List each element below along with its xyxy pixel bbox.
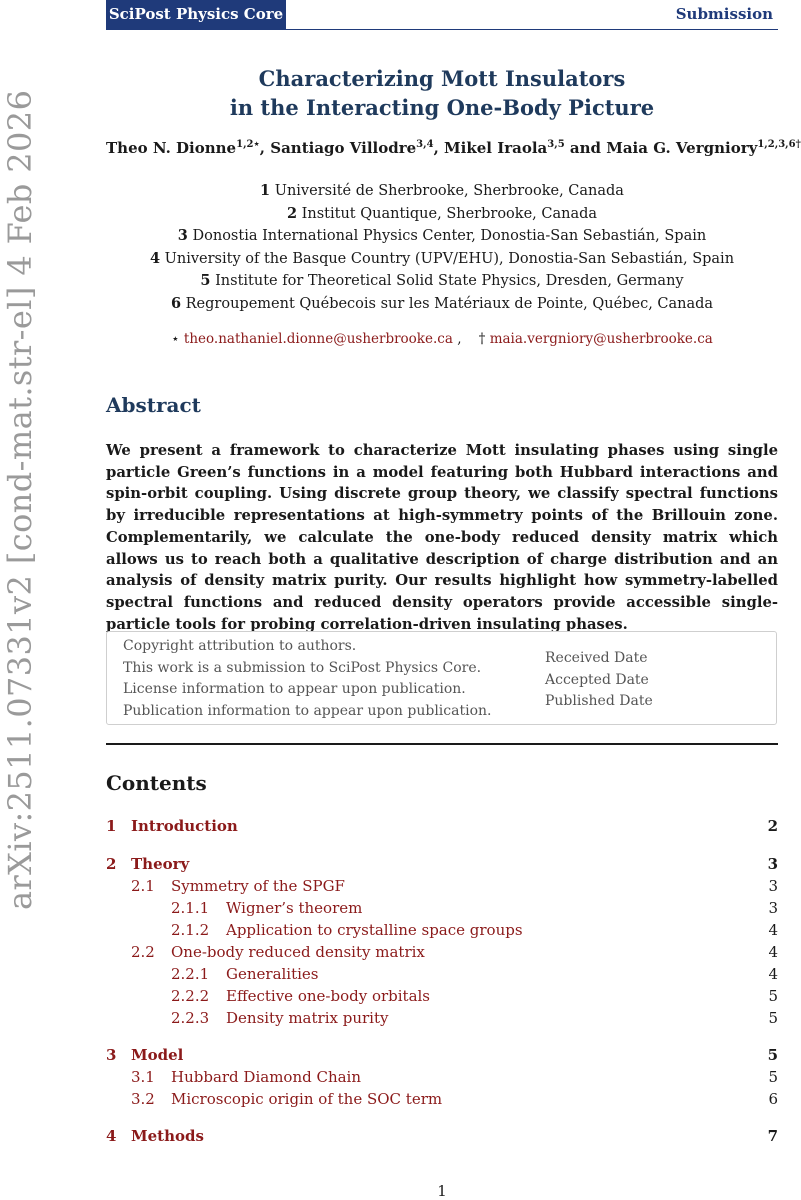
toc-entry[interactable]: [106, 1088, 778, 1110]
email-link[interactable]: maia.vergniory@usherbrooke.ca: [489, 331, 713, 347]
date-info: [545, 648, 653, 713]
toc-entry[interactable]: [106, 853, 778, 875]
affiliation-item: [106, 203, 778, 226]
email-line: [106, 331, 778, 347]
affiliation-text: University of the Basque Country (UPV/EHU), Donostia-San Sebastián, Spain: [164, 250, 735, 267]
submission-label: Submission: [675, 5, 773, 23]
affiliation-item: [106, 180, 778, 203]
toc-entry-number: 3.2: [131, 1090, 155, 1108]
affiliation-number: 1: [260, 182, 271, 199]
toc-entry-number: 2: [106, 855, 117, 873]
toc-entry-number: 3: [106, 1046, 117, 1064]
toc-entry-page: 3: [768, 899, 778, 917]
affiliation-text: Institut Quantique, Sherbrooke, Canada: [301, 205, 598, 222]
toc-entry-label[interactable]: Microscopic origin of the SOC term: [171, 1090, 443, 1108]
toc-entry[interactable]: [106, 1125, 778, 1147]
toc-entry-number: 4: [106, 1127, 117, 1145]
date-line: Accepted Date: [545, 671, 649, 688]
toc-entry[interactable]: [106, 897, 778, 919]
page-number: 1: [437, 1182, 447, 1200]
affiliation-item: [106, 248, 778, 271]
author-name: Theo N. Dionne: [106, 139, 237, 157]
toc-entry-number: 2.2.3: [171, 1009, 210, 1027]
email-link[interactable]: theo.nathaniel.dionne@usherbrooke.ca: [183, 331, 453, 347]
journal-label: SciPost Physics Core: [106, 0, 286, 29]
author-conjunction: and: [564, 139, 607, 157]
toc-entry-label[interactable]: Effective one-body orbitals: [226, 987, 431, 1005]
header-rule: [106, 29, 778, 30]
paper-title-line-1: Characterizing Mott Insulators: [258, 66, 626, 91]
author-affil-marks: 1,2⋆: [236, 139, 260, 150]
abstract-heading: Abstract: [106, 393, 201, 417]
toc-entry-page: 5: [767, 1046, 778, 1064]
toc-entry[interactable]: [106, 1007, 778, 1029]
affiliation-text: Université de Sherbrooke, Sherbrooke, Canada: [274, 183, 624, 199]
toc-entry-number: 2.2: [131, 943, 155, 961]
author-name: Maia G. Vergniory: [606, 139, 758, 157]
author-name: Santiago Villodre: [270, 139, 417, 157]
author-affil-marks: 3,4: [416, 139, 434, 150]
toc-entry[interactable]: [106, 875, 778, 897]
date-line: Received Date: [545, 650, 648, 666]
toc-entry-page: 5: [768, 1068, 778, 1086]
toc-entry-label[interactable]: Model: [131, 1046, 184, 1064]
toc-entry-label[interactable]: Theory: [131, 855, 190, 873]
arxiv-stamp: arXiv:2511.07331v2 [cond-mat.str-el] 4 Feb 2026: [1, 89, 39, 910]
author-list: [106, 139, 801, 157]
toc-entry-number: 2.2.2: [171, 987, 210, 1005]
toc-entry-label[interactable]: Application to crystalline space groups: [226, 921, 523, 939]
pub-info-line: Publication information to appear upon publication.: [123, 702, 492, 719]
paper-title-line-2: in the Interacting One-Body Picture: [229, 95, 655, 120]
toc-entry-page: 2: [767, 817, 778, 835]
toc-entry[interactable]: [106, 1044, 778, 1066]
toc-entry-number: 3.1: [131, 1068, 155, 1086]
toc-entry-page: 4: [768, 965, 778, 983]
affiliation-item: [106, 293, 778, 316]
toc-entry-label[interactable]: Symmetry of the SPGF: [171, 877, 345, 895]
toc-entry-page: 6: [768, 1090, 778, 1108]
email-mark: ⋆: [171, 331, 180, 347]
toc-entry-page: 5: [768, 987, 778, 1005]
date-line: Published Date: [545, 693, 653, 709]
toc-entry[interactable]: [106, 1066, 778, 1088]
copyright-info: [123, 636, 491, 722]
toc-entry-page: 3: [767, 855, 778, 873]
email-separator: ,: [457, 331, 462, 347]
toc-entry-page: 3: [768, 877, 778, 895]
affiliation-text: Institute for Theoretical Solid State Physics, Dresden, Germany: [215, 273, 684, 289]
toc-entry-number: 2.1.1: [171, 899, 210, 917]
toc-entry-label[interactable]: Density matrix purity: [226, 1009, 389, 1027]
affiliation-number: 2: [286, 204, 298, 222]
toc-entry-number: 2.1: [131, 877, 155, 895]
toc-entry[interactable]: [106, 985, 778, 1007]
author-separator: ,: [259, 139, 271, 157]
contents-heading: Contents: [106, 771, 207, 795]
toc-entry[interactable]: [106, 815, 778, 837]
affiliation-text: Donostia International Physics Center, Donostia-San Sebastián, Spain: [192, 228, 707, 244]
affiliation-item: [106, 225, 778, 248]
toc-entry[interactable]: [106, 941, 778, 963]
toc-entry-number: 1: [106, 817, 117, 835]
affiliation-number: 6: [170, 294, 182, 312]
toc-entry-page: 4: [768, 921, 778, 939]
author-affil-marks: 3,5: [547, 139, 565, 150]
affiliation-item: [106, 270, 778, 293]
pub-info-line: Copyright attribution to authors.: [123, 638, 357, 654]
toc-entry-label[interactable]: Methods: [131, 1127, 204, 1145]
email-mark: †: [478, 331, 486, 347]
pub-info-line: This work is a submission to SciPost Physics Core.: [123, 659, 482, 676]
affiliation-list: [106, 180, 778, 315]
author-name: Mikel Iraola: [444, 139, 548, 157]
toc-entry-label[interactable]: Introduction: [131, 817, 238, 835]
affiliation-number: 4: [149, 249, 161, 267]
toc-entry-label[interactable]: Hubbard Diamond Chain: [171, 1068, 362, 1086]
affiliation-number: 3: [177, 227, 188, 244]
section-rule: [106, 743, 778, 745]
pub-info-line: License information to appear upon publication.: [123, 681, 466, 697]
abstract-text: We present a framework to characterize Mott insulating phases using single particle Green’s functions in a model featuring both Hubbard interactions and spin-orbit coupling. Using discrete group theory, we classify spectral functions by irreducible representations at high-symmetry points of the Brillouin zone. Complementarily, we calculate the one-body reduced density matrix which allows us to reach both a qualitative description of charge distribution and an analysis of density matrix purity. Our results highlight how symmetry-labelled spectral functions and reduced density operators provide accessible single-particle tools for probing correlation-driven insulating phases.: [106, 442, 778, 633]
author-separator: ,: [433, 139, 445, 157]
toc-entry[interactable]: [106, 963, 778, 985]
toc-entry-page: 7: [767, 1127, 778, 1145]
toc-entry-label[interactable]: Wigner’s theorem: [226, 899, 363, 917]
author-affil-marks: 1,2,3,6†: [757, 139, 801, 150]
publication-info-box: [106, 631, 777, 725]
toc-entry-label[interactable]: Generalities: [226, 965, 319, 983]
toc-entry-page: 5: [768, 1009, 778, 1027]
toc-entry[interactable]: [106, 919, 778, 941]
toc-entry-label[interactable]: One-body reduced density matrix: [171, 943, 425, 961]
affiliation-number: 5: [200, 272, 211, 289]
toc-entry-number: 2.1.2: [171, 921, 210, 939]
toc-entry-page: 4: [768, 943, 778, 961]
affiliation-text: Regroupement Québecois sur les Matériaux de Pointe, Québec, Canada: [185, 295, 714, 312]
toc-entry-number: 2.2.1: [171, 965, 210, 983]
